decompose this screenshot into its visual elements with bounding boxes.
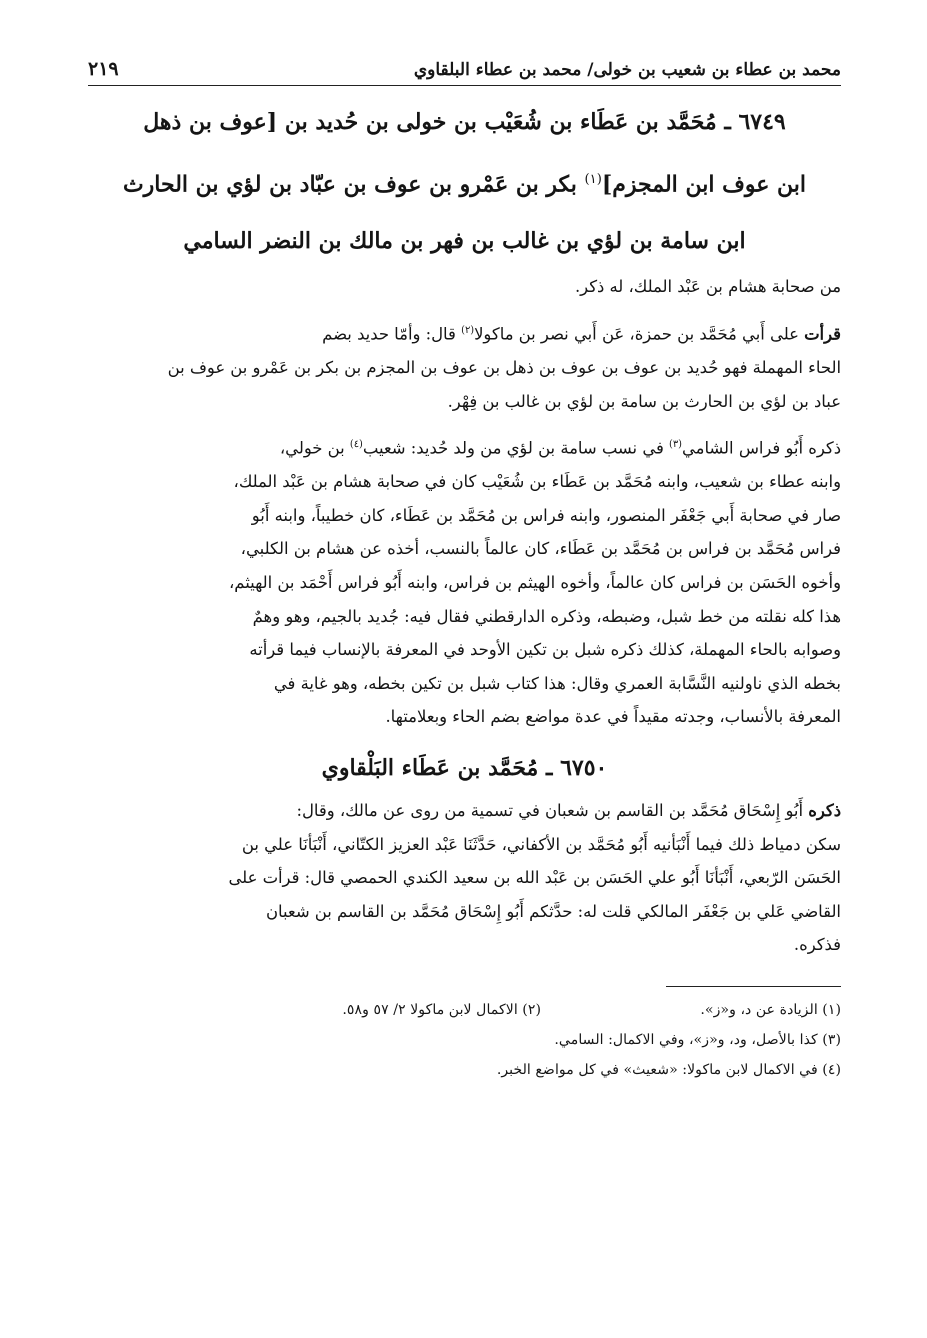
footnote-marker-4: (٤) xyxy=(349,439,363,451)
entry-6750-title: ٦٧٥٠ ـ مُحَمَّد بن عَطَاء البَلْقاوي xyxy=(321,754,608,781)
lead-word: ذكره xyxy=(808,800,841,820)
paragraph-line: هذا كله نقلته من خط شبل، وضبطه، وذكره الدارقطني فقال فيه: جُديد بالجيم، وهو وهمٌ xyxy=(252,606,841,626)
paragraph-qaraat xyxy=(88,314,841,418)
entry-title-line-2 xyxy=(88,151,841,213)
entry-6749-title xyxy=(88,94,841,270)
paragraph-line: بخطه الذي ناولنيه النَّسَّابة العمري وقال: هذا كتاب شبل بن تكين بخطه، وهو غاية في xyxy=(273,673,841,693)
entry-title-line-3: ابن سامة بن لؤي بن غالب بن فهر بن مالك بن النضر السامي xyxy=(183,228,746,255)
paragraph-line: فراس مُحَمَّد بن فراس بن مُحَمَّد بن عَطَاء، كان عالماً بالنسب، أخذه عن هشام بن الكلبي، xyxy=(240,539,841,559)
lead-word: قرأت xyxy=(804,324,841,344)
line-text: في نسب سامة بن لؤي من ولد حُديد: شعيب xyxy=(362,438,670,458)
footnote-row xyxy=(88,995,841,1025)
footnote-marker-3: (٣) xyxy=(669,439,682,451)
line-text: ذكره أَبُو فراس الشامي xyxy=(682,438,841,458)
paragraph-line: سكن دمياط ذلك فيما أَنْبَأنيه أَبُو مُحَمَّد بن الأكفاني، حَدَّثَنَا عَبْد العزيز الكتّاني، أَنْبَأنَا علي بن xyxy=(241,834,841,854)
paragraph-line: وصوابه بالحاء المهملة، كذلك ذكره شبل بن تكين الأوحد في المعرفة بالإنساب فيما قرأته xyxy=(249,640,841,660)
paragraph-line: صار في صحابة أَبي جَعْفَر المنصور، وابنه فراس بن مُحَمَّد بن عَطَاء، كان خطيباً، وابنه أَبُو xyxy=(251,505,841,525)
paragraph-line: وأخوه الحَسَن بن فراس كان عالماً، وأخوه الهيثم بن فراس، وابنه أَبُو فراس أَحْمَد بن الهيثم، xyxy=(229,573,841,593)
footnote-1: (١) الزيادة عن د، و«ز». xyxy=(700,1001,841,1018)
footnote-3: (٣) كذا بالأصل، ود، و«ز»، وفي الاكمال: السامي. xyxy=(554,1031,841,1048)
paragraph-line: الحاء المهملة فهو حُديد بن عوف بن عوف بن ذهل بن عوف بن المجزم بن بكر بن عَمْرو بن عوف بن xyxy=(167,357,841,377)
footnote-row xyxy=(88,1025,841,1055)
paragraph-line xyxy=(88,428,841,465)
subtitle-text: من صحابة هشام بن عَبْد الملك، له ذكر. xyxy=(574,277,841,297)
footnote-2: (٢) الاكمال لابن ماكولا ٢/ ٥٧ و٥٨. xyxy=(342,1001,541,1018)
entry-subtitle xyxy=(88,270,841,304)
paragraph-line: المعرفة بالأنساب، وجدته مقيداً في عدة مواضع بضم الحاء وبعلامتها. xyxy=(385,707,841,727)
page-number: ٢١٩ xyxy=(88,58,119,80)
footnote-marker-1: (١) xyxy=(584,172,602,187)
line-text: أَبُو إِسْحَاق مُحَمَّد بن القاسم بن شعبان في تسمية من روى عن مالك، وقال: xyxy=(296,800,809,820)
entry-title-line-1: ٦٧٤٩ ـ مُحَمَّد بن عَطَاء بن شُعَيْب بن خولى بن حُديد بن [عوف بن ذهل xyxy=(143,109,786,135)
paragraph-abu-firas xyxy=(88,428,841,734)
paragraph-line: القاضي عَلي بن جَعْفَر المالكي قلت له: حدَّثكم أَبُو إِسْحَاق مُحَمَّد بن القاسم بن شعبان xyxy=(265,901,841,921)
entry-title-line-2-part-a: ابن عوف ابن المجزم] xyxy=(601,171,807,198)
paragraph-line: وابنه عطاء بن شعيب، وابنه مُحَمَّد بن عَطَاء بن شُعَيْب كان في صحابة هشام بن عَبْد الملك، xyxy=(233,472,841,492)
running-title: محمد بن عطاء بن شعيب بن خولى/ محمد بن عطاء البلقاوي xyxy=(413,60,841,80)
running-header xyxy=(88,58,841,86)
footnote-separator xyxy=(666,986,841,987)
entry-title-line-2-part-b: بكر بن عَمْرو بن عوف بن عبّاد بن لؤي بن الحارث xyxy=(122,171,585,198)
paragraph-line xyxy=(88,314,841,351)
line-text: قال: وأمّا حديد بضم xyxy=(322,324,462,344)
line-text: بن خولي، xyxy=(279,438,350,458)
paragraph-line: فذكره. xyxy=(793,935,841,955)
paragraph-dhakarahu xyxy=(88,794,841,962)
paragraph-line: عباد بن لؤي بن الحارث بن سامة بن لؤي بن غالب بن فِهْر. xyxy=(447,391,841,411)
footnotes xyxy=(88,995,841,1085)
paragraph-line xyxy=(88,794,841,828)
footnote-row xyxy=(88,1055,841,1085)
footnote-marker-2: (٢) xyxy=(461,324,475,336)
line-text: على أَبي مُحَمَّد بن حمزة، عَن أَبي نصر بن ماكولا xyxy=(474,324,805,344)
paragraph-line: الحَسَن الرّبعي، أَنْبَأنَا أَبُو علي الحَسَن بن عَبْد الله بن سعيد الكندي الحمصي قال: قرأت على xyxy=(228,868,841,888)
footnote-4: (٤) في الاكمال لابن ماكولا: «شعيث» في كل مواضع الخبر. xyxy=(496,1061,841,1078)
